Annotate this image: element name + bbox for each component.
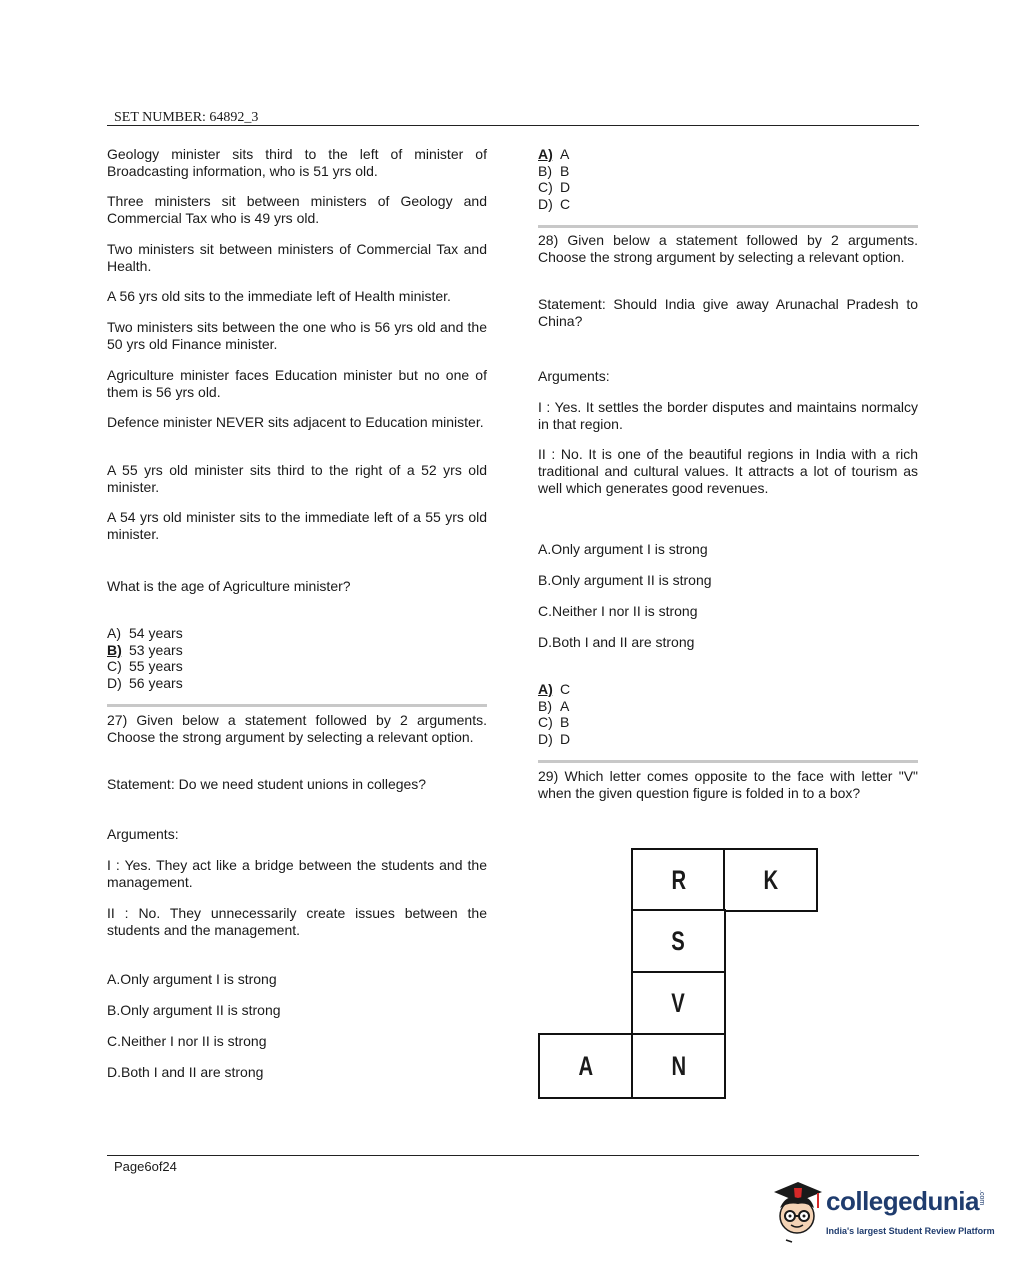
q28-answer-c: C) B — [538, 714, 570, 731]
para-5: Two ministers sits between the one who is 56 yrs old and the 50 yrs old Finance minister. — [107, 319, 487, 352]
q27-choice-d: D.Both I and II are strong — [107, 1064, 264, 1080]
q26-options — [107, 625, 183, 692]
brand-name: collegedunia — [826, 1186, 979, 1216]
question-29-intro: 29) Which letter comes opposite to the face with letter "V" when the given question figure is folded in to a box? — [538, 768, 918, 801]
q28-answer-b: B) A — [538, 697, 570, 714]
question-27-arg-1: I : Yes. They act like a bridge between the students and the management. — [107, 857, 487, 890]
face-a: A — [538, 1033, 634, 1099]
face-n: N — [631, 1033, 726, 1099]
para-2: Three ministers sit between ministers of Geology and Commercial Tax who is 49 yrs old. — [107, 193, 487, 226]
q27-answer-c: C) D — [538, 179, 571, 196]
question-26: What is the age of Agriculture minister? — [107, 578, 351, 594]
brand-suffix: .com — [978, 1190, 985, 1206]
para-8: A 55 yrs old minister sits third to the right of a 52 yrs old minister. — [107, 462, 487, 495]
face-s: S — [631, 909, 726, 974]
question-28-arg-2: II : No. It is one of the beautiful regions in India with a rich traditional and cultural values. It attracts a lot of tourism as well which generates good revenues. — [538, 446, 918, 496]
face-v: V — [631, 971, 726, 1036]
q27-choice-c: C.Neither I nor II is strong — [107, 1033, 267, 1049]
question-27-intro: 27) Given below a statement followed by 2 arguments. Choose the strong argument by selecting a relevant option. — [107, 712, 487, 745]
q28-answer-a: A) C — [538, 681, 571, 697]
header-rule — [107, 125, 919, 126]
q28-choice-d: D.Both I and II are strong — [538, 634, 695, 650]
q27-answer-b: B) B — [538, 162, 570, 179]
para-6: Agriculture minister faces Education minister but no one of them is 56 yrs old. — [107, 367, 487, 400]
q28-answer-d: D) D — [538, 731, 571, 748]
q27-choice-b: B.Only argument II is strong — [107, 1002, 281, 1018]
page-number: Page6of24 — [114, 1159, 177, 1174]
q28-choice-b: B.Only argument II is strong — [538, 572, 712, 588]
option-b: B) 53 years — [107, 641, 183, 658]
para-9: A 54 yrs old minister sits to the immediate left of a 55 yrs old minister. — [107, 509, 487, 542]
brand-tagline: India's largest Student Review Platform — [826, 1226, 995, 1236]
separator — [538, 225, 918, 228]
collegedunia-logo[interactable] — [768, 1178, 998, 1248]
q28-choice-a: A.Only argument I is strong — [538, 541, 708, 557]
para-4: A 56 yrs old sits to the immediate left of Health minister. — [107, 288, 451, 304]
face-k: K — [723, 848, 818, 912]
set-number: SET NUMBER: 64892_3 — [114, 110, 259, 125]
question-27-arg-2: II : No. They unnecessarily create issues between the students and the management. — [107, 905, 487, 938]
question-28-statement: Statement: Should India give away Arunachal Pradesh to China? — [538, 296, 918, 329]
separator — [538, 760, 918, 763]
question-27-statement: Statement: Do we need student unions in colleges? — [107, 776, 427, 792]
para-3: Two ministers sit between ministers of Commercial Tax and Health. — [107, 241, 487, 274]
q27-answer-d: D) C — [538, 196, 571, 213]
mascot-icon — [768, 1178, 824, 1248]
question-28-intro: 28) Given below a statement followed by 2 arguments. Choose the strong argument by selecting a relevant option. — [538, 232, 918, 265]
option-c: C) 55 years — [107, 658, 183, 675]
face-r: R — [631, 848, 726, 912]
q27-choice-a: A.Only argument I is strong — [107, 971, 277, 987]
separator — [107, 704, 487, 707]
question-27-arguments-label: Arguments: — [107, 826, 179, 842]
q28-choice-c: C.Neither I nor II is strong — [538, 603, 698, 619]
footer-rule — [107, 1155, 919, 1156]
q28-answer-options — [538, 681, 570, 748]
question-28-arg-1: I : Yes. It settles the border disputes and maintains normalcy in that region. — [538, 399, 918, 432]
para-1: Geology minister sits third to the left of minister of Broadcasting information, who is 51 yrs old. — [107, 146, 487, 179]
option-d: D) 56 years — [107, 675, 183, 692]
q27-answer-options — [538, 146, 570, 213]
question-28-arguments-label: Arguments: — [538, 368, 610, 384]
q27-answer-a: A) A — [538, 146, 570, 162]
para-7: Defence minister NEVER sits adjacent to Education minister. — [107, 414, 484, 430]
option-a: A) 54 years — [107, 625, 183, 641]
